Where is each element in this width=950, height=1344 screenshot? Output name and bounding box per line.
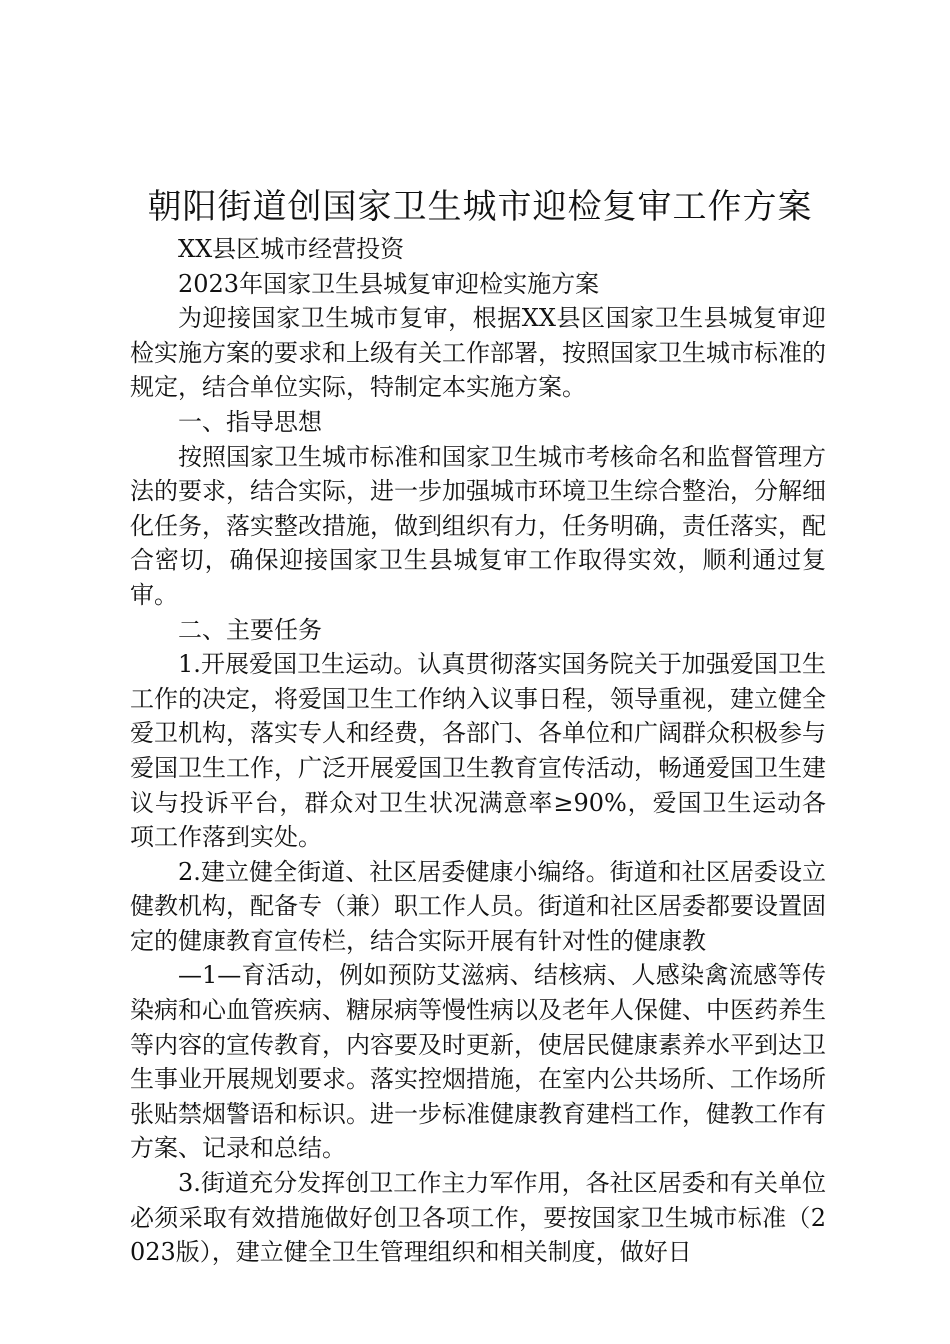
- paragraph-task-3: 3.街道充分发挥创卫工作主力军作用，各社区居委和有关单位必须采取有效措施做好创卫各项工作，要按国家卫生城市标准（2023版），建立健全卫生管理组织和相关制度，做好日: [130, 1169, 826, 1267]
- paragraph-task-2-continued: —1—育活动，例如预防艾滋病、结核病、人感染禽流感等传染病和心血管疾病、糖尿病等慢性病以及老年人保健、中医药养生等内容的宣传教育，内容要及时更新，使居民健康素养水平到达卫生事业开展规划要求。落实控烟措施，在室内公共场所、工作场所张贴禁烟警语和标识。进一步标准健康教育建档工作，健教工作有方案、记录和总结。: [130, 961, 826, 1163]
- document-title: 朝阳街道创国家卫生城市迎检复审工作方案: [147, 187, 813, 227]
- paragraph-introduction: 为迎接国家卫生城市复审，根据XX县区国家卫生县城复审迎检实施方案的要求和上级有关工作部署，按照国家卫生城市标准的规定，结合单位实际，特制定本实施方案。: [130, 304, 826, 402]
- paragraph-investment-company: XX县区城市经营投资: [178, 235, 405, 263]
- paragraph-task-1: 1.开展爱国卫生运动。认真贯彻落实国务院关于加强爱国卫生工作的决定，将爱国卫生工作纳入议事日程，领导重视，建立健全爱卫机构，落实专人和经费，各部门、各单位和广阔群众积极参与爱国卫生工作，广泛开展爱国卫生教育宣传活动，畅通爱国卫生建议与投诉平台，群众对卫生状况满意率≥90%，爱国卫生运动各项工作落到实处。: [130, 650, 826, 852]
- paragraph-task-2: 2.建立健全街道、社区居委健康小编络。街道和社区居委设立健教机构，配备专（兼）职工作人员。街道和社区居委都要设置固定的健康教育宣传栏，结合实际开展有针对性的健康教: [130, 857, 826, 955]
- document-body: [130, 232, 826, 1270]
- section-heading-guiding-thought: 一、指导思想: [178, 407, 322, 436]
- section-heading-main-tasks: 二、主要任务: [178, 615, 322, 644]
- paragraph-plan-heading: 2023年国家卫生县城复审迎检实施方案: [178, 269, 600, 298]
- paragraph-guiding-thought: 按照国家卫生城市标准和国家卫生城市考核命名和监督管理方法的要求，结合实际，进一步加强城市环境卫生综合整治，分解细化任务，落实整改措施，做到组织有力，任务明确，责任落实，配合密切，确保迎接国家卫生县城复审工作取得实效，顺利通过复审。: [130, 442, 826, 609]
